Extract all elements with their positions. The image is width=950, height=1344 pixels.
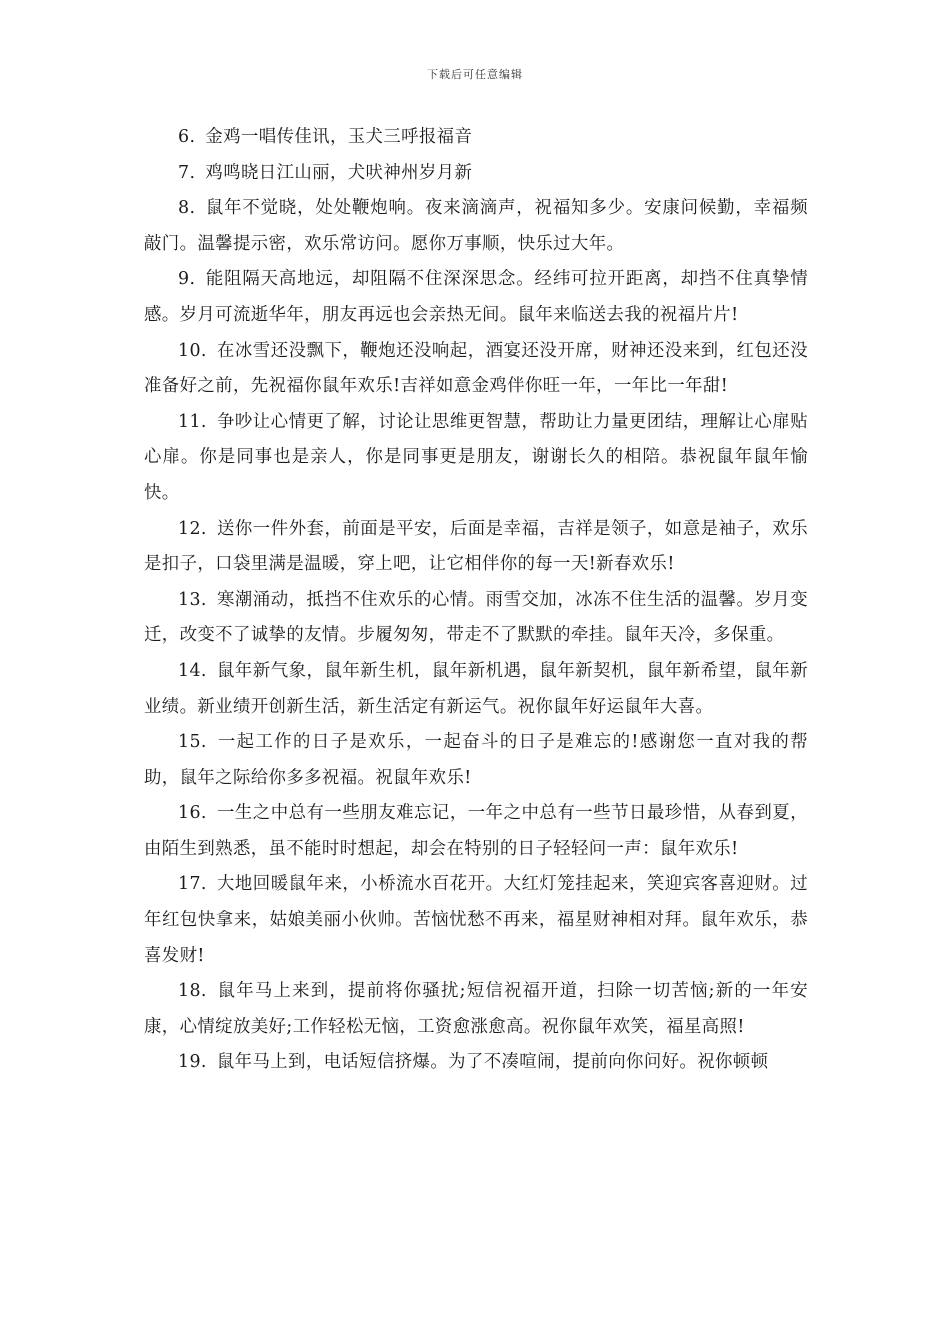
paragraph (144, 796, 808, 867)
paragraph-number: 9. (178, 269, 196, 290)
paragraph-text: 大地回暖鼠年来，小桥流水百花开。大红灯笼挂起来，笑迎宾客喜迎财。过年红包快拿来，姑娘美丽小伙帅。苦恼忧愁不再来，福星财神相对拜。鼠年欢乐，恭喜发财! (144, 874, 808, 966)
paragraph-text: 寒潮涌动，抵挡不住欢乐的心情。雨雪交加，冰冻不住生活的温馨。岁月变迁，改变不了诚挚的友情。步履匆匆，带走不了默默的牵挂。鼠年天冷，多保重。 (144, 589, 808, 646)
paragraph-text: 一起工作的日子是欢乐，一起奋斗的日子是难忘的!感谢您一直对我的帮助，鼠年之际给你多多祝福。祝鼠年欢乐! (144, 732, 808, 788)
paragraph-number: 13. (178, 589, 207, 610)
paragraph-text: 金鸡一唱传佳讯，玉犬三呼报福音 (205, 127, 473, 147)
paragraph-text: 鼠年马上到，电话短信挤爆。为了不凑喧闹，提前向你问好。祝你顿顿 (216, 1052, 769, 1073)
paragraph (144, 725, 808, 796)
paragraph (144, 405, 808, 512)
paragraph-number: 16. (178, 803, 207, 824)
paragraph (144, 120, 808, 156)
paragraph (144, 654, 808, 725)
paragraph-number: 17. (178, 874, 207, 895)
paragraph-number: 14. (178, 660, 207, 681)
paragraph (144, 583, 808, 654)
paragraph-number: 19. (178, 1052, 207, 1073)
paragraph (144, 867, 808, 974)
paragraph-text: 鼠年新气象，鼠年新生机，鼠年新机遇，鼠年新契机，鼠年新希望，鼠年新业绩。新业绩开创新生活，新生活定有新运气。祝你鼠年好运鼠年大喜。 (144, 660, 808, 717)
paragraph-number: 8. (178, 198, 196, 219)
paragraph-number: 11. (178, 411, 207, 432)
paragraph-text: 鸡鸣晓日江山丽，犬吠神州岁月新 (205, 162, 473, 183)
paragraph-text: 在冰雪还没飘下，鞭炮还没响起，酒宴还没开席，财神还没来到，红包还没准备好之前，先祝福你鼠年欢乐!吉祥如意金鸡伴你旺一年，一年比一年甜! (144, 340, 808, 397)
paragraph-number: 18. (178, 981, 207, 1002)
paragraph-text: 一生之中总有一些朋友难忘记，一年之中总有一些节日最珍惜，从春到夏，由陌生到熟悉，虽不能时时想起，却会在特别的日子轻轻问一声：鼠年欢乐! (144, 803, 808, 859)
paragraph-text: 送你一件外套，前面是平安，后面是幸福，吉祥是领子，如意是袖子，欢乐是扣子，口袋里满是温暖，穿上吧，让它相伴你的每一天!新春欢乐! (144, 518, 808, 575)
paragraph (144, 156, 808, 192)
paragraph-text: 能阻隔天高地远，却阻隔不住深深思念。经纬可拉开距离，却挡不住真挚情感。岁月可流逝华年，朋友再远也会亲热无间。鼠年来临送去我的祝福片片! (144, 269, 808, 325)
paragraph-number: 6. (178, 127, 196, 147)
document-body (144, 120, 808, 1081)
paragraph-text: 鼠年不觉晓，处处鞭炮响。夜来滴滴声，祝福知多少。安康问候勤，幸福频敲门。温馨提示密，欢乐常访问。愿你万事顺，快乐过大年。 (144, 198, 808, 254)
paragraph-number: 7. (178, 162, 196, 183)
page-header: 下载后可任意编辑 (427, 68, 523, 81)
paragraph-number: 15. (178, 732, 207, 753)
paragraph-text: 鼠年马上来到，提前将你骚扰;短信祝福开道，扫除一切苦恼;新的一年安康，心情绽放美好;工作轻松无恼，工资愈涨愈高。祝你鼠年欢笑，福星高照! (144, 981, 808, 1037)
paragraph (144, 974, 808, 1045)
paragraph-number: 10. (178, 340, 207, 361)
paragraph (144, 512, 808, 583)
paragraph (144, 1045, 808, 1081)
paragraph-number: 12. (178, 518, 207, 539)
paragraph (144, 262, 808, 333)
paragraph-text: 争吵让心情更了解，讨论让思维更智慧，帮助让力量更团结，理解让心扉贴心扉。你是同事也是亲人，你是同事更是朋友，谢谢长久的相陪。恭祝鼠年鼠年愉快。 (144, 411, 808, 503)
paragraph (144, 191, 808, 262)
paragraph (144, 334, 808, 405)
